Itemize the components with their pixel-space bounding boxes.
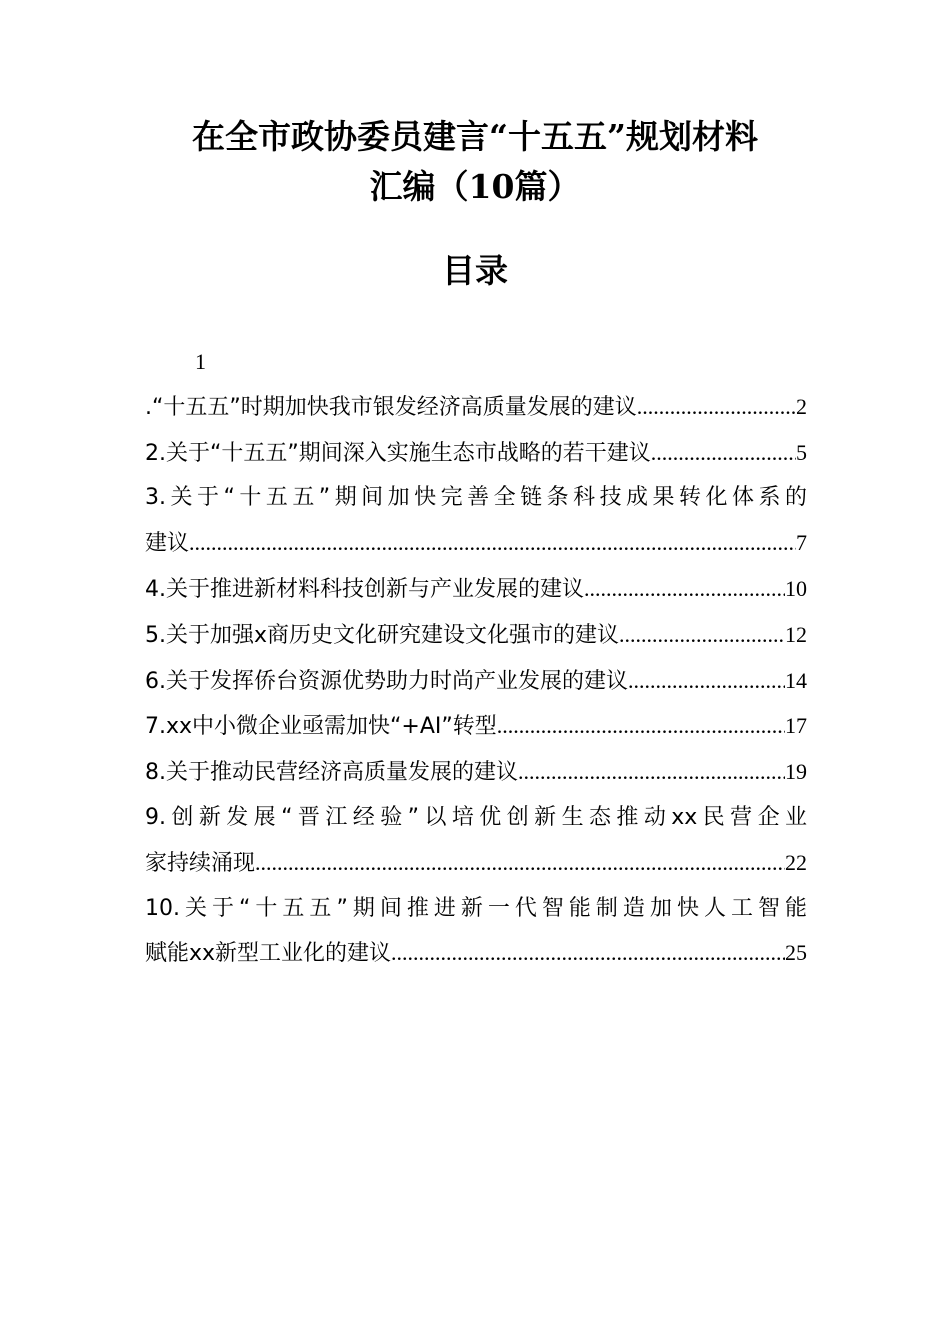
toc-leader-dots <box>497 704 785 749</box>
toc-heading: 目录 <box>442 251 508 290</box>
toc-page-number: 25 <box>785 940 807 966</box>
toc-entry-line <box>145 887 807 932</box>
toc-entry[interactable] <box>145 385 807 431</box>
toc-entry-title: 10.关于“十五五”期间推进新一代智能制造加快人工智能 <box>145 895 807 921</box>
toc-entry[interactable] <box>145 750 807 796</box>
toc-entry-line <box>145 385 807 431</box>
toc-entry-line <box>145 567 807 613</box>
toc-page-number: 19 <box>785 759 807 785</box>
toc-entry-line <box>145 613 807 659</box>
toc-leader-dots <box>651 431 796 476</box>
toc-page-number: 22 <box>785 849 807 875</box>
toc-entry-title: 家持续涌现 <box>145 850 256 876</box>
toc-entry-title: 2.关于“十五五”期间深入实施生态市战略的若干建议 <box>145 440 651 466</box>
toc-entry-title: 7.xx中小微企业亟需加快“+AI”转型 <box>145 714 497 740</box>
toc-leader-dots <box>628 659 785 704</box>
toc-leader-dots <box>637 385 796 430</box>
toc-entry-title: 4.关于推进新材料科技创新与产业发展的建议 <box>145 576 584 602</box>
toc-leader-dots <box>584 567 785 612</box>
document-title <box>120 112 830 212</box>
toc-entry[interactable] <box>145 476 807 567</box>
toc-entry-title: 3.关于“十五五”期间加快完善全链条科技成果转化体系的 <box>145 485 807 511</box>
toc-entry-title: 建议 <box>145 531 190 557</box>
toc-leader-dots <box>391 931 785 976</box>
toc-entries <box>145 385 807 977</box>
toc-page-number: 12 <box>785 621 807 647</box>
toc-entry[interactable] <box>145 796 807 887</box>
toc-page-number: 2 <box>796 393 807 419</box>
toc-page-number: 5 <box>796 439 807 465</box>
toc-entry-line <box>145 476 807 521</box>
toc-entry-title: 6.关于发挥侨台资源优势助力时尚产业发展的建议 <box>145 668 628 694</box>
toc-entry-line <box>145 704 807 750</box>
toc-entry[interactable] <box>145 704 807 750</box>
toc-entry-line <box>145 431 807 477</box>
toc-leader-dots <box>189 521 796 566</box>
toc-page-number: 7 <box>796 530 807 556</box>
toc-entry-line <box>145 931 807 977</box>
document-title-line-2: 汇编（10篇） <box>369 167 581 206</box>
document-title-line-1: 在全市政协委员建言“十五五”规划材料 <box>192 117 758 156</box>
toc-entry-line <box>145 750 807 796</box>
table-of-contents <box>145 340 807 977</box>
toc-leader-dots <box>255 841 785 886</box>
toc-entry-line <box>145 659 807 705</box>
toc-leader-dots <box>518 750 785 795</box>
toc-entry-title: 8.关于推动民营经济高质量发展的建议 <box>145 760 518 786</box>
toc-entry-title: .“十五五”时期加快我市银发经济高质量发展的建议 <box>145 394 637 420</box>
toc-entry-title: 赋能xx新型工业化的建议 <box>145 941 392 967</box>
toc-entry-line <box>145 521 807 567</box>
toc-entry-title: 9.创新发展“晋江经验”以培优创新生态推动xx民营企业 <box>145 804 807 830</box>
toc-first-entry-number: 1 <box>195 349 206 374</box>
toc-entry[interactable] <box>145 659 807 705</box>
toc-page-number: 17 <box>785 713 807 739</box>
toc-page-number: 14 <box>785 667 807 693</box>
toc-entry[interactable] <box>145 431 807 477</box>
toc-entry[interactable] <box>145 613 807 659</box>
toc-leader-dots <box>619 613 785 658</box>
toc-page-number: 10 <box>785 575 807 601</box>
toc-entry[interactable] <box>145 887 807 978</box>
toc-entry-line <box>145 841 807 887</box>
toc-entry-title: 5.关于加强x商历史文化研究建设文化强市的建议 <box>145 622 620 648</box>
toc-entry[interactable] <box>145 567 807 613</box>
toc-entry-line <box>145 796 807 841</box>
